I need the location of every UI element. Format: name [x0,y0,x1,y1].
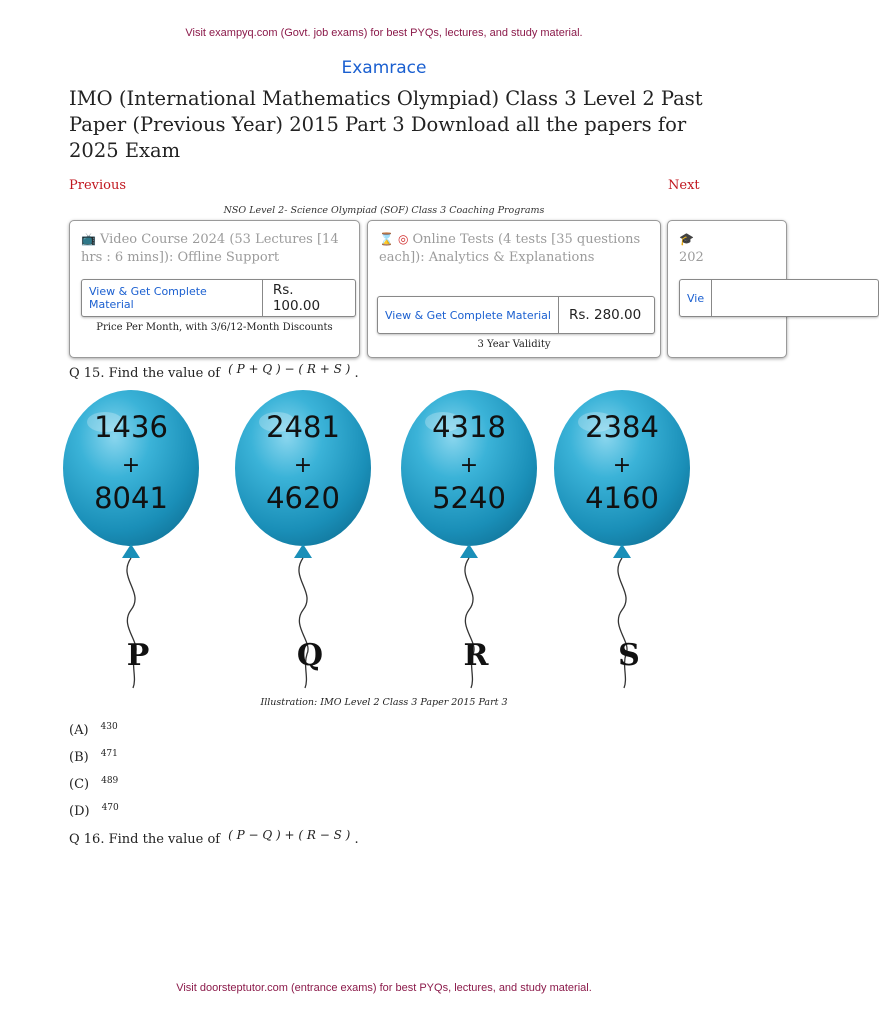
site-title[interactable]: Examrace [341,58,427,78]
price: Rs. 280.00 [568,307,642,323]
figure-caption: Illustration: IMO Level 2 Class 3 Paper 2015 Part 3 [260,697,508,708]
next-link[interactable]: Next [668,178,700,193]
cta-box [679,279,879,317]
promo-heading: NSO Level 2- Science Olympiad (SOF) Class 3 Coaching Programs [223,205,545,216]
balloon-operator: + [293,453,313,478]
balloon-letter: R [463,638,489,673]
card-description [679,230,778,267]
graduation-cap-icon: 🎓 [679,232,694,246]
question-expression: ( P − Q ) + ( R − S ) [228,828,351,842]
card-description [81,230,351,267]
card-description-text: 202 [679,250,704,265]
option-value: 470 [101,803,119,813]
balloon-knot [460,544,478,558]
balloon-r [401,390,537,688]
balloon-bottom-number: 5240 [432,481,506,515]
option-value: 430 [100,722,118,732]
balloon-top-number: 4318 [432,410,506,444]
option-label: (A) [69,723,89,738]
question-16 [69,828,359,847]
balloon-top-number: 1436 [94,410,168,444]
balloon-letter: P [126,638,150,673]
view-material-button[interactable]: Vie [680,280,712,316]
card-description [379,230,652,267]
balloon-operator: + [121,453,141,478]
balloon-top-number: 2481 [266,410,340,444]
page-title: IMO (International Mathematics Olympiad) Class 3 Level 2 Past Paper (Previous Year) 2015 Part 3 Download all the papers for 2025 Exam [69,87,703,162]
bottom-banner[interactable]: Visit doorsteptutor.com (entrance exams) for best PYQs, lectures, and study material. [176,982,592,994]
hourglass-icon: ⌛ [379,232,394,246]
question-text: Q 16. Find the value of [69,832,221,847]
promo-card-online-tests [367,220,661,358]
option-label: (C) [69,777,90,792]
promo-card-partial [667,220,787,358]
option-label: (D) [69,804,90,819]
promo-cards [69,220,705,358]
video-icon: 📺 [81,232,96,246]
card-note: 3 Year Validity [477,339,551,350]
balloon-q [235,390,371,688]
option-d[interactable] [69,804,119,819]
balloon-p [63,390,199,688]
previous-link[interactable]: Previous [69,178,127,193]
option-a[interactable] [69,723,118,738]
balloon-operator: + [612,453,632,478]
option-b[interactable] [69,750,118,765]
question-expression: ( P + Q ) − ( R + S ) [228,362,351,376]
cta-box [81,279,356,317]
top-banner[interactable]: Visit exampyq.com (Govt. job exams) for best PYQs, lectures, and study material. [185,27,583,39]
balloon-knot [613,544,631,558]
card-note: Price Per Month, with 3/6/12-Month Discounts [96,322,333,333]
balloon-letter: S [618,638,640,673]
question-suffix: . [354,366,359,381]
card-description-text: Video Course 2024 (53 Lectures [14 hrs : 6 mins]): Offline Support [81,232,339,265]
balloon-bottom-number: 4160 [585,481,659,515]
option-value: 489 [101,776,119,786]
balloon-knot [122,544,140,558]
balloon-s [554,390,690,688]
balloon-bottom-number: 8041 [94,481,168,515]
option-value: 471 [100,749,118,759]
option-label: (B) [69,750,89,765]
question-15 [69,362,359,381]
view-material-button[interactable]: View & Get Complete Material [378,297,559,333]
balloons-illustration [69,392,699,692]
cta-box [377,296,655,334]
price: Rs. 100.00 [272,282,321,314]
balloon-bottom-number: 4620 [266,481,340,515]
promo-card-video-course [69,220,360,358]
question-suffix: . [354,832,359,847]
question-text: Q 15. Find the value of [69,366,221,381]
view-material-button[interactable]: View & Get Complete Material [82,280,263,316]
card-description-text: Online Tests (4 tests [35 questions each]): Analytics & Explanations [379,232,641,265]
balloon-top-number: 2384 [585,410,659,444]
balloon-operator: + [459,453,479,478]
balloon-letter: Q [296,638,324,673]
option-c[interactable] [69,777,118,792]
balloon-knot [294,544,312,558]
target-icon: ◎ [397,232,409,246]
